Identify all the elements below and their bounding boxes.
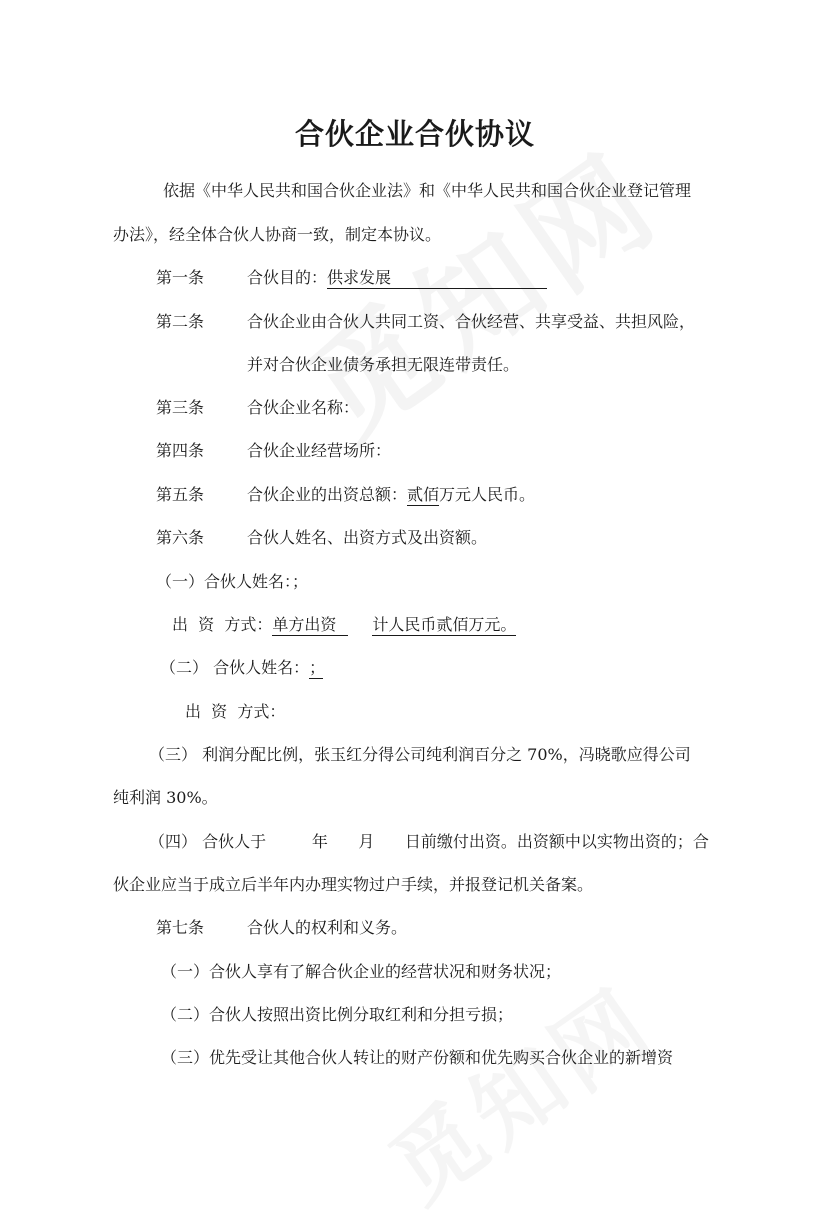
contribution-deadline-line-1: （四） 合伙人于 年 月 日前缴付出资。出资额中以实物出资的；合 (149, 832, 709, 851)
article-7-label: 第七条 (156, 918, 205, 937)
article-4-text: 合伙企业经营场所： (247, 441, 392, 460)
right-3: （三）优先受让其他合伙人转让的财产份额和优先购买合伙企业的新增资 (161, 1048, 674, 1067)
partner-2-name-value: ； (309, 658, 326, 677)
right-1: （一）合伙人享有了解合伙企业的经营状况和财务状况； (161, 962, 562, 981)
article-5 (156, 485, 535, 506)
article-4 (156, 441, 391, 461)
watermark-bottom (360, 951, 675, 1226)
article-6-text: 合伙人姓名、出资方式及出资额。 (247, 528, 488, 547)
article-2-label: 第二条 (156, 312, 205, 331)
article-3 (156, 398, 359, 418)
article-2 (156, 312, 695, 332)
right-2: （二）合伙人按照出资比例分取红利和分担亏损； (161, 1005, 514, 1024)
partner-1-method (172, 615, 516, 636)
article-1-value: 供求发展 (327, 268, 547, 289)
article-3-label: 第三条 (156, 398, 205, 417)
partner-1-name: （一）合伙人姓名：； (156, 572, 309, 591)
partner-1-method-label: 出 资 方式： (172, 615, 273, 634)
partner-2-name (160, 658, 326, 679)
article-3-text: 合伙企业名称： (247, 398, 360, 417)
partner-2-name-label: （二） 合伙人姓名： (160, 658, 310, 677)
contribution-deadline-line-2: 伙企业应当于成立后半年内办理实物过户手续，并报登记机关备案。 (113, 875, 594, 894)
article-4-label: 第四条 (156, 441, 205, 460)
profit-distribution-line-1: （三） 利润分配比例，张玉红分得公司纯利润百分之 70%，冯晓歌应得公司 (149, 745, 691, 764)
document-title: 合伙企业合伙协议 (294, 117, 535, 151)
article-7-text: 合伙人的权利和义务。 (247, 918, 408, 937)
article-5-value: 贰佰 (407, 485, 440, 504)
article-5-text: 合伙企业的出资总额： (247, 485, 408, 504)
article-5-label: 第五条 (156, 485, 205, 504)
article-1-text: 合伙目的： (247, 268, 328, 287)
partner-1-amount: 计人民币贰佰万元。 (372, 615, 517, 634)
article-1 (156, 268, 547, 289)
article-5-tail: 万元人民币。 (439, 485, 536, 504)
preamble-line-2: 办法》，经全体合伙人协商一致，制定本协议。 (113, 225, 442, 244)
partner-1-method-value: 单方出资 (272, 615, 348, 636)
profit-distribution-line-2: 纯利润 30%。 (113, 788, 218, 807)
article-6-label: 第六条 (156, 528, 205, 547)
article-6 (156, 528, 487, 548)
preamble-line-1: 依据《中华人民共和国合伙企业法》和《中华人民共和国合伙企业登记管理 (163, 181, 692, 200)
partner-2-method: 出 资 方式： (185, 702, 286, 721)
article-7 (156, 918, 407, 938)
article-2-text-1: 合伙企业由合伙人共同工资、合伙经营、共享受益、共担风险， (247, 312, 696, 331)
article-2-text-2: 并对合伙企业债务承担无限连带责任。 (247, 355, 520, 374)
article-1-label: 第一条 (156, 268, 205, 287)
